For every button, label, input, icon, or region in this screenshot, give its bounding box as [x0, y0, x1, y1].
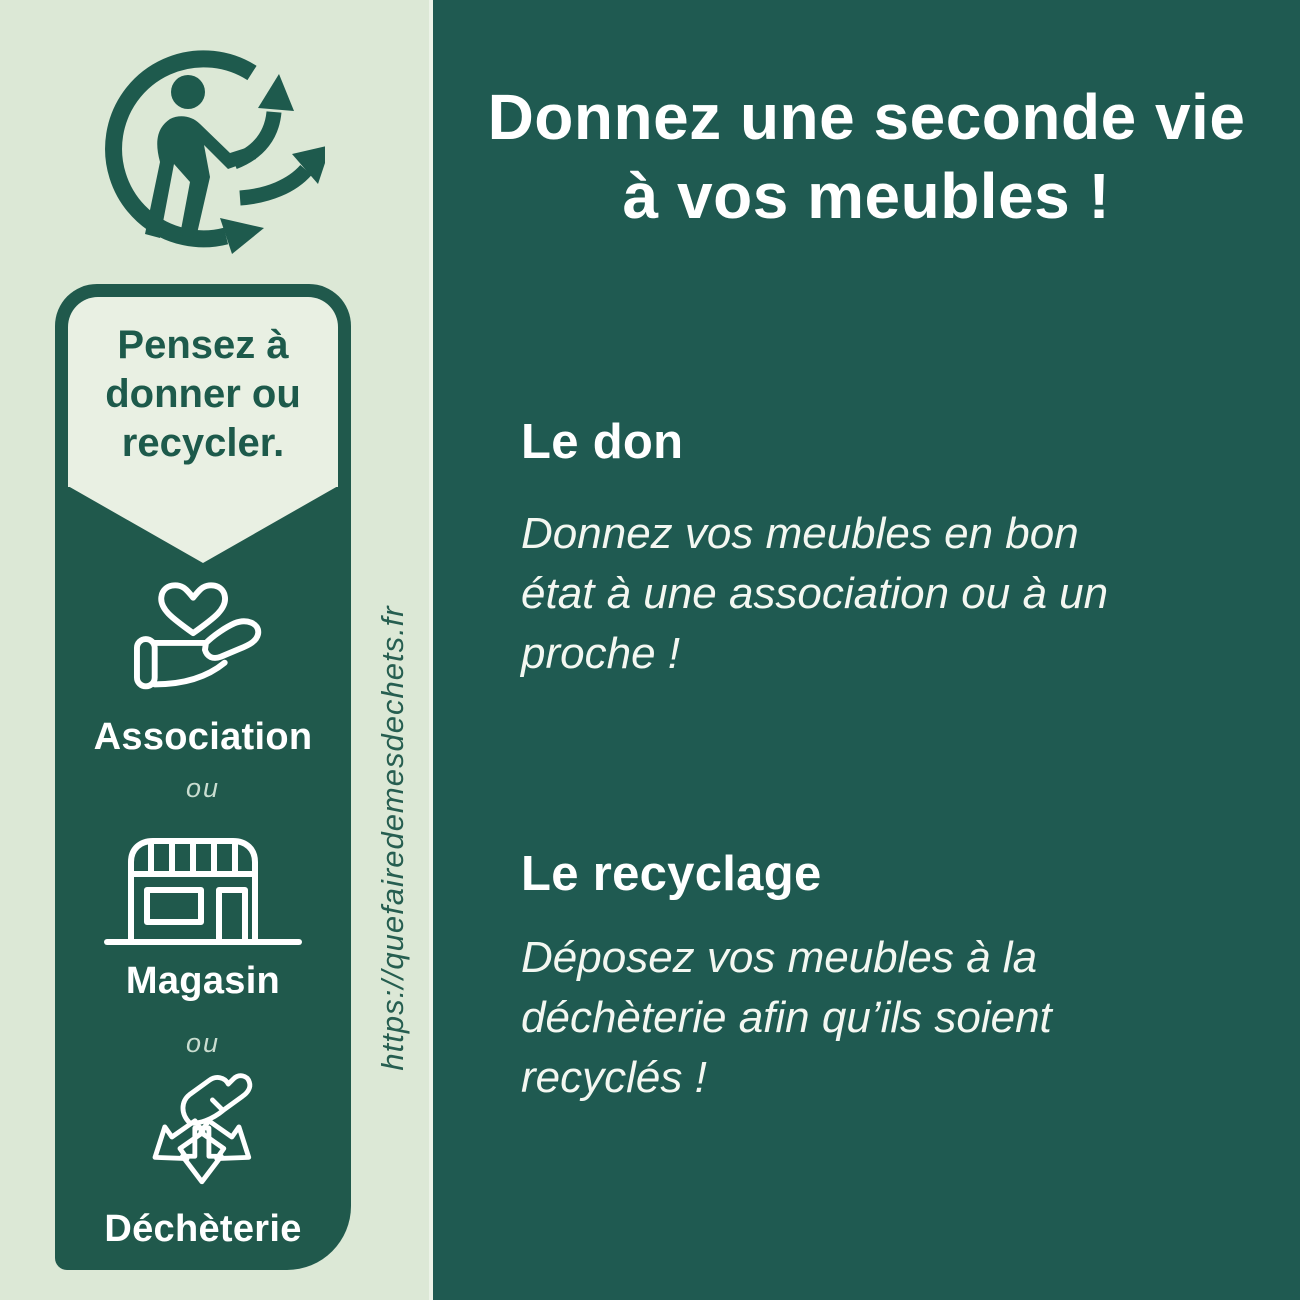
website-url-link[interactable]: https://quefairedemesdechets.fr: [375, 605, 410, 1071]
hand-sorting-arrows-icon: [135, 1070, 267, 1202]
separator-ou: ou: [185, 1028, 221, 1058]
section-body-le-don: [521, 504, 1108, 684]
separator-ou: ou: [185, 773, 221, 803]
section-body-le-recyclage: [521, 928, 1052, 1108]
section-heading-le-recyclage: Le recyclage: [521, 847, 822, 901]
pennant-chevron: [68, 486, 338, 563]
title-line: Donnez une seconde vie: [487, 81, 1246, 153]
option-label-magasin: Magasin: [125, 960, 281, 1002]
page-title: [433, 78, 1300, 236]
pennant-line: recycler.: [121, 421, 285, 465]
pennant-text: [68, 297, 338, 468]
triman-recycling-logo: [100, 42, 325, 260]
body-line: état à une association ou à un: [521, 569, 1109, 618]
option-label-association: Association: [93, 716, 313, 758]
body-line: Déposez vos meubles à la: [521, 933, 1038, 982]
title-line: à vos meubles !: [622, 160, 1111, 232]
body-line: Donnez vos meubles en bon: [521, 509, 1079, 558]
storefront-icon: [103, 834, 303, 946]
body-line: proche !: [521, 629, 680, 678]
content-panel: [433, 0, 1300, 1300]
section-heading-le-don: Le don: [521, 415, 684, 469]
pennant-line: Pensez à: [117, 323, 289, 367]
heart-in-hand-icon: [129, 572, 277, 710]
body-line: déchèterie afin qu’ils soient: [521, 993, 1052, 1042]
body-line: recyclés !: [521, 1053, 707, 1102]
option-label-decheterie: Déchèterie: [104, 1208, 302, 1250]
banner-pennant: [68, 297, 338, 487]
pennant-line: donner ou: [105, 372, 301, 416]
info-banner: [55, 284, 351, 1270]
